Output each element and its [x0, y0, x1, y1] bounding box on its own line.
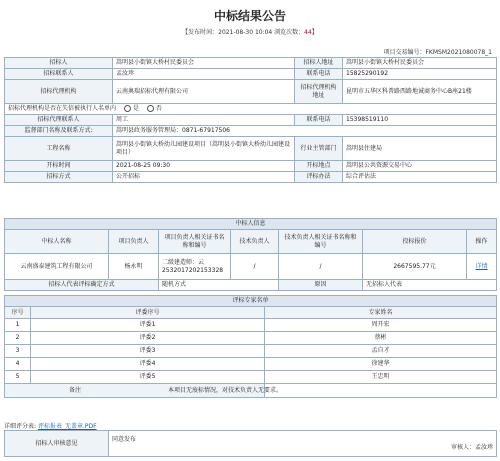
winner-pm: 杨永明: [109, 254, 159, 280]
tenderer-contact-label: 招标联系人: [5, 69, 113, 80]
expert-header-role: 评委序号: [31, 307, 265, 319]
expert-header-name: 专家姓名: [265, 307, 497, 319]
winner-header-pm-cert: 项目负责人相关证书名称和编号: [159, 230, 231, 254]
project-code: [383, 47, 492, 56]
supervisor-label: 监督部门名称及联系方式:: [5, 126, 113, 137]
method-value: 公开招标: [113, 172, 295, 183]
open-time-label: 开标时间: [5, 161, 113, 172]
winner-table: [4, 218, 497, 291]
expert-seq: 5: [5, 371, 31, 384]
agency-phone-label: 联系电话: [295, 115, 343, 126]
project-name-label: 工程名称: [5, 137, 113, 161]
expert-name: 王忠明: [265, 371, 497, 384]
agency-label: 招标代理机构: [5, 80, 113, 104]
expert-seq: 2: [5, 332, 31, 345]
review-signer: 审核人：孟汝珍: [450, 443, 493, 451]
project-name-value: 嵩明县小街镇大桥幼儿园建设项目（嵩明县小街镇大桥幼儿园建设项目）: [113, 137, 295, 161]
winner-tech: /: [231, 254, 279, 280]
radio-no-label: 否: [155, 105, 162, 113]
winner-tech-cert: /: [279, 254, 363, 280]
expert-name: 徐建华: [265, 358, 497, 371]
tenderer-phone-value: 15825290192: [343, 69, 497, 80]
expert-seq: 3: [5, 345, 31, 358]
radio-no[interactable]: [147, 105, 154, 112]
open-place-label: 开标地点: [295, 161, 343, 172]
rep-method-label: 招标人代表评标确定方式: [5, 280, 159, 291]
expert-table: [4, 295, 497, 398]
agency-value: 云南奥瑞招标代理有限公司: [113, 80, 295, 104]
winner-section-title: 中标人信息: [5, 219, 497, 230]
expert-role: 评委3: [31, 345, 265, 358]
expert-section-title: 评标专家名单: [5, 296, 497, 307]
reason-value: 无招标人代表: [363, 280, 497, 291]
publish-meta: [0, 27, 500, 36]
review-cell: [109, 431, 497, 457]
review-opinion: 同意发布: [112, 435, 137, 443]
winner-header-tech-cert: 技术负责人相关证书名称和编号: [279, 230, 363, 254]
tenderer-value: 嵩明县小街镇大桥村民委员会: [113, 58, 295, 69]
expert-seq: 1: [5, 319, 31, 332]
supervisor-value: 嵩明县政务服务管理局：0871-67917506: [113, 126, 497, 137]
tenderer-label: 招标人: [5, 58, 113, 69]
agency-contact-value: 周工: [113, 115, 295, 126]
radio-yes-label: 是: [132, 105, 139, 113]
expert-header-seq: 序号: [5, 307, 31, 319]
detail-score-link[interactable]: 评标报表_无盖章.PDF: [37, 423, 97, 430]
remark-value: 本项目无废标情况，对技术负责人无要求。: [165, 384, 397, 398]
project-code-label: 项目交易编号：: [383, 49, 426, 56]
detail-score: [4, 421, 97, 430]
winner-name: 云南盛泰建筑工程有限公司: [5, 254, 109, 280]
eval-method-label: 评标办法: [295, 172, 343, 183]
meta-close: 】: [311, 29, 318, 36]
basic-info-table: [4, 57, 497, 183]
winner-pm-cert: 二级建造师：云2532017202153328: [159, 254, 231, 280]
table-row: [5, 358, 497, 371]
tenderer-address-label: 招标人地址: [295, 58, 343, 69]
expert-name: 周开宏: [265, 319, 497, 332]
expert-seq: 4: [5, 358, 31, 371]
project-code-value: FKMSM2021080078_1: [425, 49, 492, 56]
winner-header-price: 投标报价: [363, 230, 467, 254]
radio-yes[interactable]: [124, 105, 131, 112]
expert-role: 评委5: [31, 371, 265, 384]
detail-score-label: 详细评分表:: [4, 423, 37, 430]
table-row: [5, 332, 497, 345]
review-label: 招标人审核意见: [5, 431, 109, 457]
agency-address-value: 昆明市五华区科普路西路地诚商务中心B座21楼: [343, 80, 497, 104]
table-row: [5, 371, 497, 384]
table-row: [5, 319, 497, 332]
eval-method-value: 综合评估法: [343, 172, 497, 183]
expert-name: 蔡彬: [265, 332, 497, 345]
tenderer-contact-value: 孟汝珍: [113, 69, 295, 80]
agency-contact-label: 招标代理联系人: [5, 115, 113, 126]
open-place-value: 嵩明县公共资源交易中心: [343, 161, 497, 172]
blacklist-label: 招标代理机构是否在失信被执行人名单内: [8, 105, 117, 113]
tenderer-phone-label: 联系电话: [295, 69, 343, 80]
winner-header-pm: 项目负责人: [109, 230, 159, 254]
review-table: [4, 430, 497, 457]
industry-dept-label: 行业主管部门: [295, 137, 343, 161]
remark-label: 备注: [5, 384, 265, 398]
expert-name: 孟自才: [265, 345, 497, 358]
tenderer-address-value: 嵩明县小街镇大桥村民委员会: [343, 58, 497, 69]
winner-header-name: 中标人名称: [5, 230, 109, 254]
publish-time: 【发布时间：2021-08-30 10:04 浏览次数：: [182, 29, 305, 36]
winner-header-action: 操作: [467, 230, 497, 254]
view-count: 44: [304, 29, 312, 36]
reason-label: 原因: [279, 280, 363, 291]
blacklist-row: [5, 104, 497, 115]
winner-header-tech: 技术负责人: [231, 230, 279, 254]
expert-role: 评委4: [31, 358, 265, 371]
expert-role: 评委1: [31, 319, 265, 332]
open-time-value: 2021-08-25 09:30: [113, 161, 295, 172]
winner-price: 2667595.77元: [363, 254, 467, 280]
rep-method-value: 随机方式: [159, 280, 279, 291]
agency-phone-value: 15398519110: [343, 115, 497, 126]
expert-role: 评委2: [31, 332, 265, 345]
page-title: 中标结果公告: [213, 9, 286, 23]
detail-link[interactable]: 详情: [467, 254, 497, 280]
table-row: [5, 345, 497, 358]
method-label: 招标方式: [5, 172, 113, 183]
industry-dept-value: 嵩明县住建局: [343, 137, 497, 161]
agency-address-label: 招标代理机构地址: [295, 80, 343, 104]
